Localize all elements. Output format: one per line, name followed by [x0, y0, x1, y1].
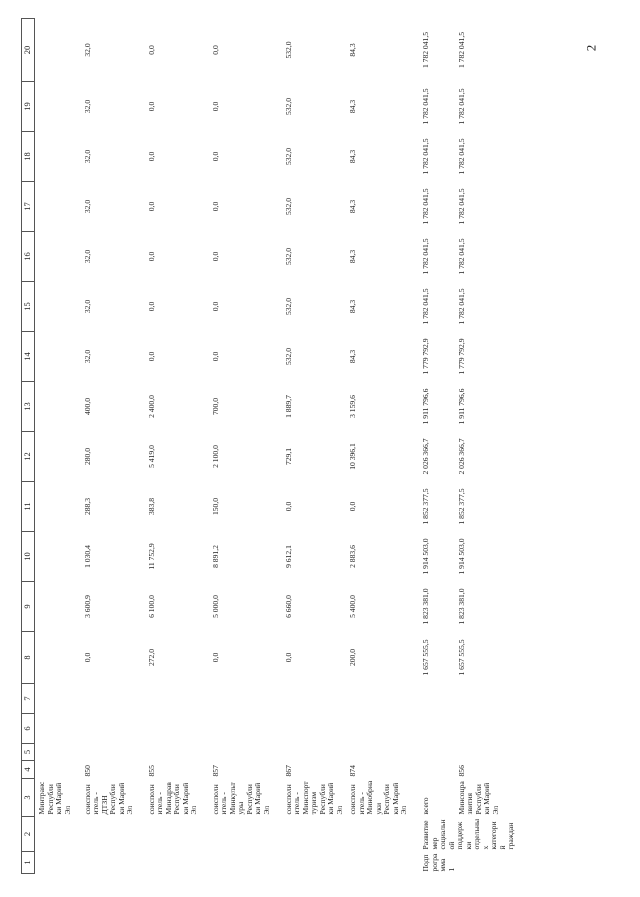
- code-cell: 867: [283, 765, 293, 777]
- value-cell: 1 782 041,5: [421, 188, 430, 225]
- value-cell: 0,0: [146, 251, 156, 262]
- value-cell: 32,0: [82, 43, 92, 57]
- value-cell: 532,0: [283, 247, 293, 266]
- value-cell: 1 782 041,5: [456, 31, 466, 69]
- value-cell: 0,0: [146, 101, 156, 112]
- value-cell: 84,3: [348, 249, 357, 264]
- value-cell: 6 100,0: [146, 595, 156, 618]
- value-cell: 532,0: [283, 147, 293, 166]
- value-cell: 0,0: [348, 501, 357, 512]
- col-header: 1: [22, 852, 35, 874]
- value-cell: 1 823 381,0: [456, 588, 466, 625]
- col-header: 3: [22, 779, 35, 817]
- value-cell: 1 782 041,5: [456, 288, 466, 325]
- value-cell: 9 612,1: [283, 545, 293, 568]
- value-cell: 280,0: [82, 447, 92, 466]
- value-cell: 84,3: [348, 299, 357, 314]
- value-cell: 0,0: [283, 652, 293, 663]
- value-cell: 1 852 377,5: [421, 488, 430, 525]
- value-cell: 84,3: [348, 99, 357, 114]
- col-header: 13: [22, 382, 35, 432]
- col-header: 16: [22, 232, 35, 282]
- value-cell: 1 657 555,5: [456, 639, 466, 676]
- value-cell: 8 891,2: [210, 545, 220, 568]
- value-cell: 1 914 503,0: [456, 538, 466, 575]
- executor-cell: соисполнитель - ДТЗН Республики Марий Эл: [82, 782, 134, 815]
- value-cell: 1 782 041,5: [421, 88, 430, 125]
- table-row: [282, 19, 347, 874]
- value-cell: 532,0: [283, 347, 293, 366]
- table-row: [81, 19, 145, 874]
- column-number-row: [22, 19, 35, 874]
- value-cell: 729,1: [283, 447, 293, 466]
- value-cell: 0,0: [146, 45, 156, 55]
- value-cell: 2 400,0: [146, 395, 156, 418]
- executor-cell: Минтранс Республики Марий Эл: [37, 781, 72, 815]
- page-number: 2: [583, 44, 599, 52]
- value-cell: 0,0: [210, 151, 220, 162]
- value-cell: 0,0: [283, 501, 293, 512]
- value-cell: 3 159,6: [348, 395, 357, 418]
- value-cell: 1 779 792,9: [456, 338, 466, 375]
- value-cell: 0,0: [146, 201, 156, 212]
- value-cell: 532,0: [283, 97, 293, 116]
- value-cell: 0,0: [146, 151, 156, 162]
- value-cell: 1 889,7: [283, 395, 293, 418]
- value-cell: 0,0: [146, 301, 156, 312]
- value-cell: 0,0: [210, 101, 220, 112]
- col-header: 6: [22, 714, 35, 744]
- value-cell: 1 914 503,0: [421, 538, 430, 575]
- value-cell: 84,3: [348, 149, 357, 164]
- budget-table: [21, 18, 518, 874]
- col-header: 8: [22, 632, 35, 684]
- value-cell: 32,0: [82, 249, 92, 264]
- value-cell: 1 782 041,5: [421, 138, 430, 175]
- value-cell: 1 823 381,0: [421, 588, 430, 625]
- value-cell: 1 852 377,5: [456, 488, 466, 525]
- value-cell: 0,0: [210, 45, 220, 55]
- code-cell: 856: [456, 765, 466, 777]
- value-cell: 32,0: [82, 199, 92, 214]
- executor-cell: соисполнитель - Минобрнауки Республики Марий Эл: [348, 780, 408, 815]
- value-cell: 32,0: [82, 349, 92, 364]
- col-header: 11: [22, 482, 35, 532]
- value-cell: 3 600,9: [82, 595, 92, 618]
- col-header: 5: [22, 744, 35, 761]
- executor-cell: соисполнитель - Минспорттуризм Республики Марий Эл: [283, 781, 344, 815]
- value-cell: 32,0: [82, 99, 92, 114]
- value-cell: 1 779 792,9: [421, 338, 430, 375]
- value-cell: 0,0: [210, 652, 220, 663]
- col-header: 7: [22, 684, 35, 714]
- value-cell: 200,0: [348, 648, 357, 667]
- value-cell: 0,0: [210, 201, 220, 212]
- col-header: 9: [22, 582, 35, 632]
- value-cell: 383,8: [146, 497, 156, 516]
- col-header: 14: [22, 332, 35, 382]
- value-cell: 2 026 366,7: [456, 438, 466, 475]
- value-cell: 2 026 366,7: [421, 438, 430, 475]
- table-row: [419, 19, 455, 874]
- value-cell: 0,0: [210, 301, 220, 312]
- value-cell: 400,0: [82, 397, 92, 416]
- value-cell: 532,0: [283, 197, 293, 216]
- value-cell: 1 782 041,5: [456, 88, 466, 125]
- value-cell: 0,0: [210, 251, 220, 262]
- col-header: 19: [22, 82, 35, 132]
- value-cell: 532,0: [283, 41, 293, 59]
- value-cell: 1 782 041,5: [456, 238, 466, 275]
- value-cell: 11 752,9: [146, 543, 156, 570]
- value-cell: 1 911 796,6: [456, 388, 466, 425]
- value-cell: 150,0: [210, 497, 220, 516]
- executor-cell: соисполнитель - Минздрав Республики Марий Эл: [146, 782, 198, 815]
- code-cell: 874: [348, 765, 357, 777]
- value-cell: 272,0: [146, 648, 156, 667]
- col-header: 17: [22, 182, 35, 232]
- value-cell: 0,0: [210, 351, 220, 362]
- table-row: [346, 19, 419, 874]
- value-cell: 5 000,0: [210, 595, 220, 618]
- table-row: [209, 19, 282, 874]
- executor-cell: Минсоцразвития Республики Марий Эл: [456, 781, 500, 815]
- value-cell: 84,3: [348, 199, 357, 214]
- code-cell: 857: [210, 765, 220, 777]
- value-cell: 1 657 555,5: [421, 639, 430, 676]
- value-cell: 1 782 041,5: [421, 238, 430, 275]
- col-header: 10: [22, 532, 35, 582]
- col-header: 15: [22, 282, 35, 332]
- subprogram-label: Подпрограмма 1: [421, 853, 456, 872]
- col-header: 18: [22, 132, 35, 182]
- col-header: 12: [22, 432, 35, 482]
- value-cell: 5 419,0: [146, 445, 156, 468]
- value-cell: 0,0: [146, 351, 156, 362]
- value-cell: 1 030,4: [82, 545, 92, 568]
- subprogram-title: Развитие мер социальной поддержки отдельных категорий граждан: [421, 818, 515, 850]
- value-cell: 2 100,0: [210, 445, 220, 468]
- value-cell: 10 396,1: [348, 443, 357, 470]
- value-cell: 84,3: [348, 43, 357, 57]
- value-cell: 2 883,6: [348, 545, 357, 568]
- col-header: 20: [22, 19, 35, 82]
- table-row: [455, 19, 518, 874]
- value-cell: 1 911 796,6: [421, 388, 430, 425]
- table-row: [145, 19, 209, 874]
- value-cell: 288,3: [82, 497, 92, 516]
- code-cell: 855: [146, 765, 156, 777]
- value-cell: 1 782 041,5: [421, 31, 430, 69]
- value-cell: 1 782 041,5: [456, 138, 466, 175]
- col-header: 2: [22, 817, 35, 852]
- table-row: [35, 19, 81, 874]
- value-cell: 32,0: [82, 149, 92, 164]
- value-cell: 84,3: [348, 349, 357, 364]
- value-cell: 32,0: [82, 299, 92, 314]
- value-cell: 532,0: [283, 297, 293, 316]
- value-cell: 6 660,0: [283, 595, 293, 618]
- value-cell: 700,0: [210, 397, 220, 416]
- executor-cell: всего: [421, 797, 430, 815]
- executor-cell: соисполнитель - Минкультуры Республики Марий Эл: [210, 782, 271, 815]
- value-cell: 0,0: [82, 652, 92, 663]
- value-cell: 5 400,0: [348, 595, 357, 618]
- code-cell: 850: [82, 765, 92, 777]
- value-cell: 1 782 041,5: [421, 288, 430, 325]
- value-cell: 1 782 041,5: [456, 188, 466, 225]
- col-header: 4: [22, 761, 35, 779]
